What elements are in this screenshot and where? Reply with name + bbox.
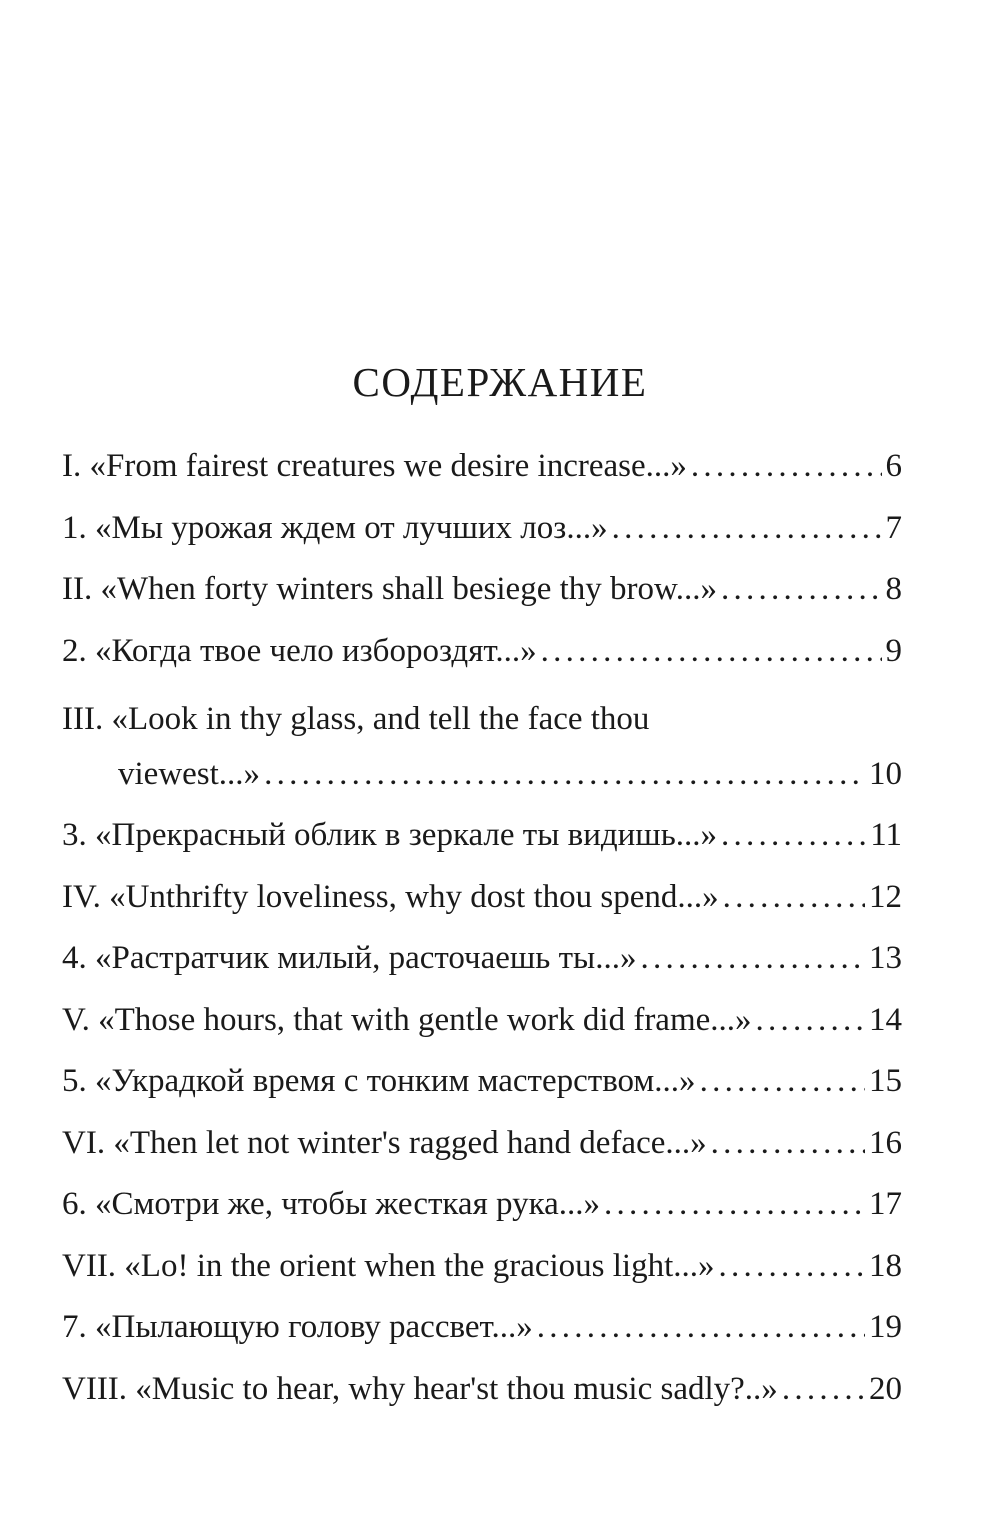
toc-entry-label: IV. «Unthrifty loveliness, why dost thou spend...» xyxy=(62,878,719,915)
toc-entry-label: 4. «Растратчик милый, расточаешь ты...» xyxy=(62,940,637,976)
toc-page-number: 17 xyxy=(869,1186,902,1222)
toc-entry-label: 7. «Пылающую голову рассвет...» xyxy=(62,1309,533,1345)
toc-entry-label: 2. «Когда твое чело избороздят...» xyxy=(62,632,537,669)
toc-entry xyxy=(62,1063,902,1125)
page-title: СОДЕРЖАНИЕ xyxy=(352,359,648,405)
toc-page-number: 13 xyxy=(869,940,902,976)
toc-leader-dots xyxy=(537,1309,865,1346)
toc-leader-dots xyxy=(782,1371,865,1408)
toc-page-number: 11 xyxy=(870,817,902,853)
toc-page-number: 19 xyxy=(869,1309,902,1345)
toc-entry xyxy=(62,448,902,510)
toc-entry-label: I. «From fairest creatures we desire increase...» xyxy=(62,448,687,484)
toc-entry-label-line2: viewest...» xyxy=(118,755,261,792)
toc-entry xyxy=(62,1371,902,1433)
toc-leader-dots xyxy=(700,1063,865,1100)
toc-entry xyxy=(62,1002,902,1064)
toc-page-number: 16 xyxy=(869,1124,902,1161)
toc-entry xyxy=(62,1186,902,1248)
toc-leader-dots xyxy=(612,510,882,547)
toc-leader-dots xyxy=(640,940,865,977)
toc-entry xyxy=(62,571,902,633)
toc-leader-dots xyxy=(541,633,882,670)
table-of-contents xyxy=(62,448,902,1432)
toc-leader-dots xyxy=(719,1248,865,1285)
toc-page-number: 8 xyxy=(885,571,902,607)
toc-page-number: 12 xyxy=(869,878,902,915)
toc-page-number: 9 xyxy=(885,632,902,669)
toc-entry-label: 6. «Смотри же, чтобы жесткая рука...» xyxy=(62,1186,601,1222)
toc-page-number: 14 xyxy=(869,1001,902,1038)
toc-entry-label: 5. «Украдкой время с тонким мастерством...» xyxy=(62,1063,696,1099)
toc-leader-dots xyxy=(264,756,865,793)
toc-leader-dots xyxy=(756,1002,865,1039)
toc-page-number: 20 xyxy=(869,1370,902,1407)
toc-entry xyxy=(62,510,902,572)
toc-entry xyxy=(62,879,902,941)
toc-page-number: 15 xyxy=(869,1063,902,1099)
toc-entry xyxy=(62,817,902,879)
toc-entry xyxy=(62,1309,902,1371)
toc-entry xyxy=(62,633,902,695)
toc-entry-label: 1. «Мы урожая ждем от лучших лоз...» xyxy=(62,509,608,546)
toc-entry-continuation xyxy=(62,756,902,818)
toc-leader-dots xyxy=(711,1125,865,1162)
toc-page-number: 10 xyxy=(869,755,902,792)
toc-entry xyxy=(62,694,902,817)
toc-entry-label-line1: III. «Look in thy glass, and tell the face thou xyxy=(62,701,650,737)
toc-page-number: 18 xyxy=(869,1247,902,1284)
toc-page-number: 6 xyxy=(885,448,902,484)
toc-entry-label: VIII. «Music to hear, why hear'st thou music sadly?..» xyxy=(62,1370,778,1407)
toc-entry-label: 3. «Прекрасный облик в зеркале ты видишь...» xyxy=(62,817,718,853)
toc-page-number: 7 xyxy=(885,509,902,546)
toc-entry xyxy=(62,940,902,1002)
toc-entry-label: VI. «Then let not winter's ragged hand deface...» xyxy=(62,1124,707,1161)
toc-entry xyxy=(62,1248,902,1310)
toc-leader-dots xyxy=(721,817,866,854)
toc-entry-label: II. «When forty winters shall besiege thy brow...» xyxy=(62,571,717,607)
toc-leader-dots xyxy=(723,879,865,916)
toc-leader-dots xyxy=(691,448,882,485)
toc-leader-dots xyxy=(721,571,882,608)
toc-entry xyxy=(62,1125,902,1187)
toc-entry-label: VII. «Lo! in the orient when the gracious light...» xyxy=(62,1247,715,1284)
toc-leader-dots xyxy=(604,1186,865,1223)
toc-entry-label: V. «Those hours, that with gentle work did frame...» xyxy=(62,1001,752,1038)
